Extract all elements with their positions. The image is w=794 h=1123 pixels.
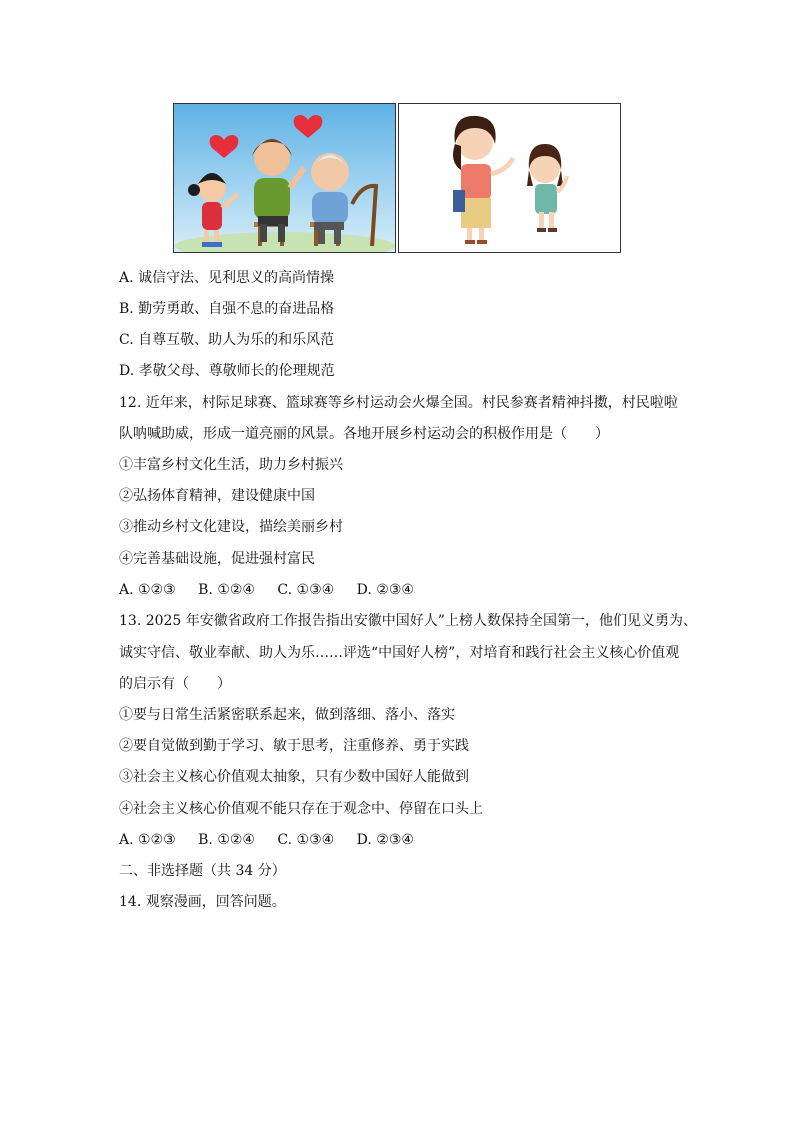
q13-stem-line2: 诚实守信、敬业奉献、助人为乐……评选“中国好人榜”，对培育和践行社会主义核心价值观	[119, 645, 680, 661]
q13-item-2: ②要自觉做到勤于学习、敏于思考，注重修养、勇于实践	[119, 738, 469, 754]
q11-option-a: A. 诚信守法、见利思义的高尚情操	[119, 270, 335, 286]
section2-title: 二、非选择题（共 34 分）	[119, 863, 286, 879]
q11-option-b: B. 勤劳勇敢、自强不息的奋进品格	[119, 301, 335, 317]
q12-item-2: ②弘扬体育精神，建设健康中国	[119, 488, 315, 504]
q13-stem-line1: 13. 2025 年安徽省政府工作报告指出安徽中国好人”上榜人数保持全国第一，他们见义勇为、	[119, 613, 697, 629]
q12-choices	[119, 580, 432, 600]
q12-choice-c: C. ①③④	[277, 582, 335, 598]
q12-stem-line1: 12. 近年来，村际足球赛、篮球赛等乡村运动会火爆全国。村民参赛者精神抖擞，村民啦啦	[119, 395, 678, 411]
q13-choice-d: D. ②③④	[356, 832, 414, 848]
q12-choice-d: D. ②③④	[356, 582, 414, 598]
q13-item-4: ④社会主义核心价值观不能只存在于观念中、停留在口头上	[119, 801, 483, 817]
q14-stem: 14. 观察漫画，回答问题。	[119, 894, 286, 910]
q11-option-c: C. 自尊互敬、助人为乐的和乐风范	[119, 332, 335, 348]
q13-choice-b: B. ①②④	[198, 832, 255, 848]
teacher-student-image	[399, 104, 621, 253]
q12-choice-b: B. ①②④	[198, 582, 255, 598]
q13-choice-c: C. ①③④	[277, 832, 335, 848]
q13-item-3: ③社会主义核心价值观太抽象，只有少数中国好人能做到	[119, 769, 469, 785]
family-care-illustration	[173, 103, 396, 253]
q13-choice-a: A. ①②③	[119, 832, 176, 848]
q11-option-d: D. 孝敬父母、尊敬师长的伦理规范	[119, 363, 335, 379]
q12-item-4: ④完善基础设施，促进强村富民	[119, 551, 315, 567]
teacher-student-illustration	[398, 103, 621, 253]
q12-item-3: ③推动乡村文化建设，描绘美丽乡村	[119, 519, 343, 535]
q12-choice-a: A. ①②③	[119, 582, 176, 598]
q12-stem-line2: 队呐喊助威，形成一道亮丽的风景。各地开展乡村运动会的积极作用是（ ）	[119, 426, 609, 442]
q13-stem-line3: 的启示有（ ）	[119, 676, 231, 692]
q13-choices	[119, 830, 432, 850]
q12-item-1: ①丰富乡村文化生活，助力乡村振兴	[119, 457, 343, 473]
family-care-image	[174, 104, 396, 253]
q13-item-1: ①要与日常生活紧密联系起来，做到落细、落小、落实	[119, 707, 455, 723]
cartoon-figures	[173, 103, 621, 254]
